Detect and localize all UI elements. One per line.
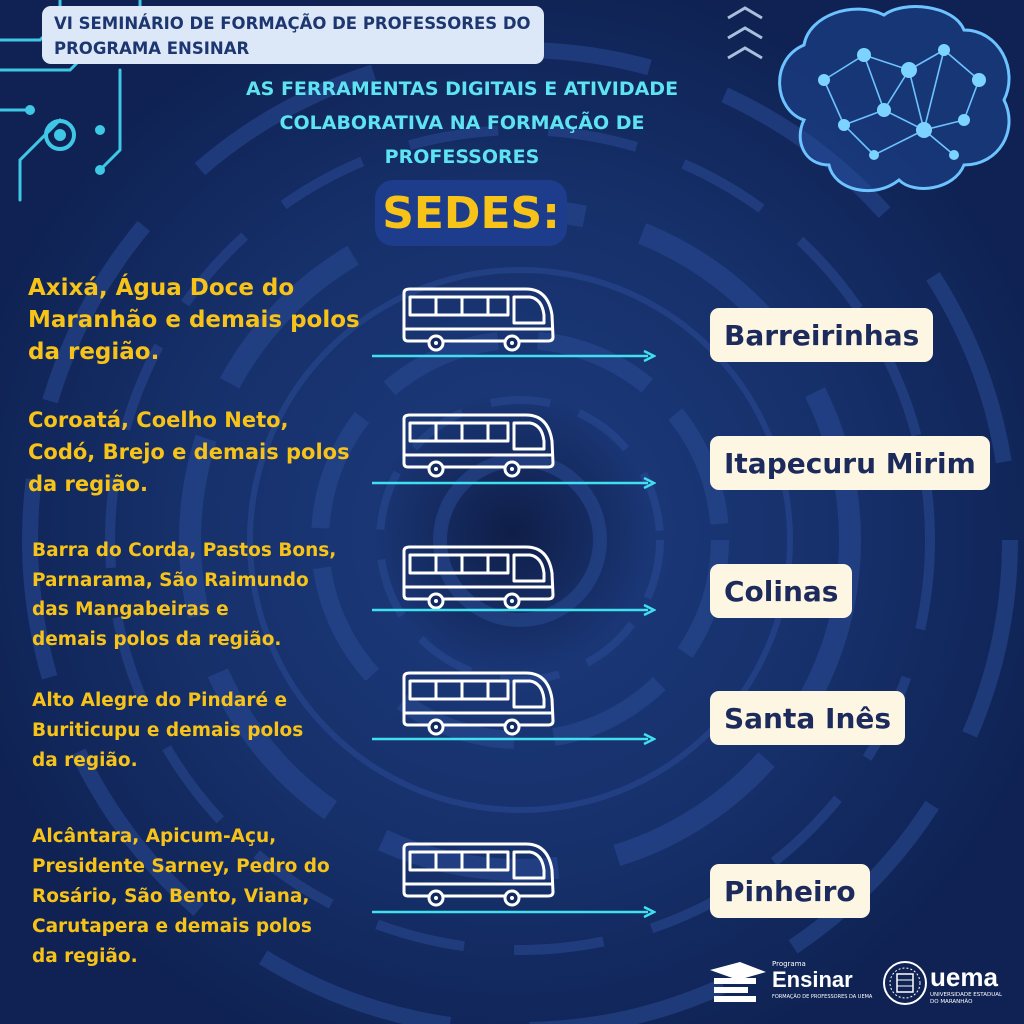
theme-title-line: PROFESSORES [384, 146, 540, 168]
destination-label: Itapecuru Mirim [710, 436, 990, 490]
route-origin-line: Coroatá, Coelho Neto, [28, 408, 289, 432]
uema-logo [882, 958, 1012, 1010]
route-origin-line: da região. [32, 946, 138, 967]
destination-label: Pinheiro [710, 864, 870, 918]
route-origin-line: Parnarama, São Raimundo [32, 569, 309, 591]
theme-title-line: AS FERRAMENTAS DIGITAIS E ATIVIDADE [245, 78, 679, 100]
brain-network-icon [764, 0, 1024, 210]
ensinar-name: Ensinar [772, 967, 853, 992]
arrow-right-icon [372, 474, 656, 486]
event-title-label [42, 6, 544, 64]
arrow-right-icon [372, 347, 656, 359]
destination-label: Barreirinhas [710, 308, 933, 362]
arrow-right-icon [372, 730, 656, 742]
event-title-line: VI SEMINÁRIO DE FORMAÇÃO DE PROFESSORES DO [54, 14, 531, 33]
route-origin-line: das Mangabeiras e [32, 599, 229, 620]
route-origin-line: Barra do Corda, Pastos Bons, [32, 540, 337, 561]
route-origin-line: Rosário, São Bento, Viana, [32, 886, 310, 907]
route-origin-line: Carutapera e demais polos [32, 916, 312, 937]
route-origin-text [28, 272, 360, 368]
route-origin-line: Codó, Brejo e demais polos [28, 440, 350, 464]
route-origin-line: Presidente Sarney, Pedro do [32, 856, 330, 877]
destination-label: Colinas [710, 564, 852, 618]
uema-seal-icon [882, 958, 928, 1008]
route-origin-line: Alcântara, Apicum-Açu, [32, 826, 277, 847]
route-origin-text [28, 404, 350, 500]
route-origin-text [32, 536, 336, 654]
ensinar-logo-icon [708, 962, 768, 1004]
ensinar-logo [708, 958, 873, 1006]
route-origin-line: Alto Alegre do Pindaré e [32, 690, 288, 711]
route-origin-line: da região. [28, 472, 148, 496]
route-origin-line: Axixá, Água Doce do [28, 275, 295, 301]
ensinar-prefix: Programa [772, 960, 806, 968]
uema-subtitle [930, 992, 1002, 1006]
bus-icon [398, 840, 558, 910]
route-origin-text [32, 822, 330, 972]
route-origin-line: da região. [28, 339, 160, 365]
sedes-heading-text: SEDES: [382, 187, 560, 239]
route-origin-line: Maranhão e demais polos [28, 307, 360, 333]
arrow-right-icon [372, 903, 656, 915]
theme-title-line: COLABORATIVA NA FORMAÇÃO DE [279, 112, 645, 134]
theme-title [212, 72, 712, 174]
route-origin-text [32, 686, 303, 776]
uema-name: uema [930, 962, 998, 992]
ensinar-tagline: FORMAÇÃO DE PROFESSORES DA UEMA [772, 994, 873, 1000]
uema-subtitle-line: UNIVERSIDADE ESTADUAL [930, 992, 1003, 998]
chevron-up-icon [720, 4, 770, 70]
bus-icon [398, 411, 558, 481]
uema-subtitle-line: DO MARANHÃO [930, 999, 973, 1005]
event-title-line: PROGRAMA ENSINAR [54, 39, 250, 58]
sedes-heading [375, 180, 567, 246]
arrow-right-icon [372, 601, 656, 613]
bus-icon [398, 669, 558, 739]
destination-label: Santa Inês [710, 691, 905, 745]
route-origin-line: demais polos da região. [32, 628, 282, 650]
route-origin-line: Buriticupu e demais polos [32, 720, 304, 741]
bus-icon [398, 285, 558, 355]
route-origin-line: da região. [32, 750, 138, 771]
